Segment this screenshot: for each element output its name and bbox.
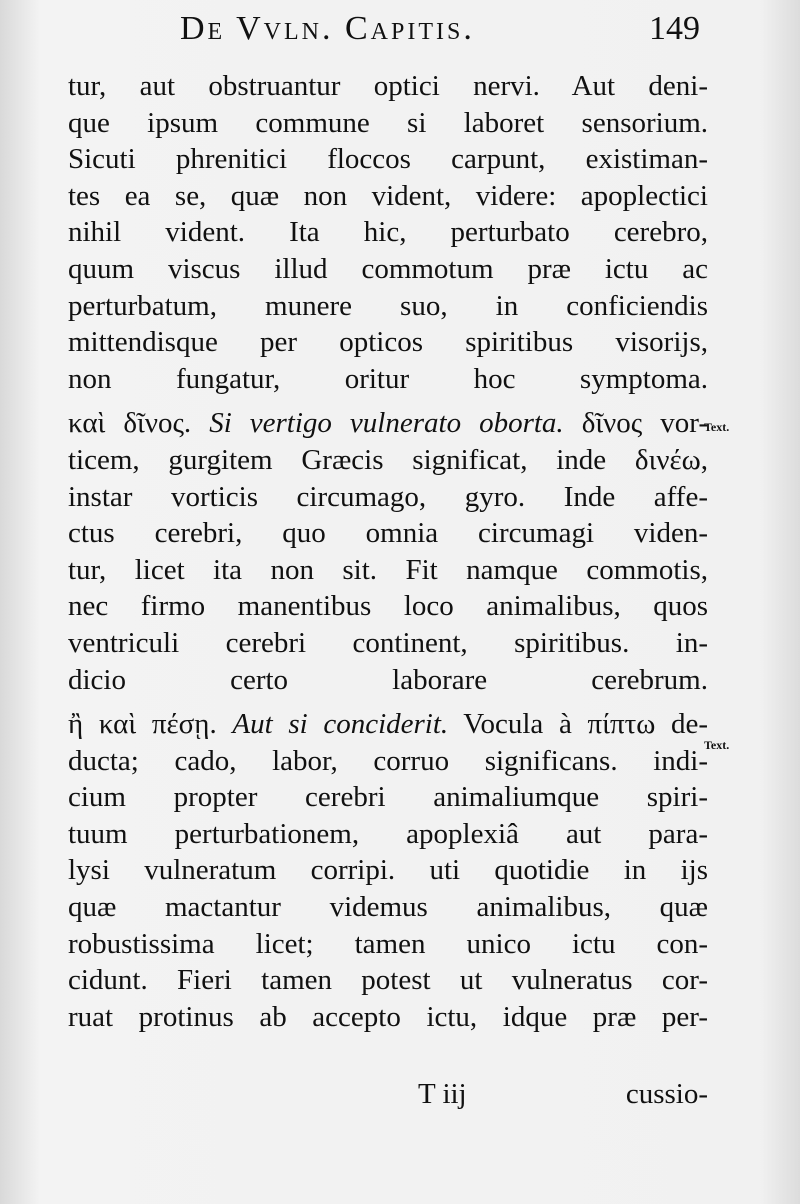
greek-lemma: ἢ καὶ πέσῃ. xyxy=(68,708,217,741)
page-number: 149 xyxy=(649,10,700,47)
text-line: dicio certo laborare cerebrum. xyxy=(68,663,708,696)
margin-note: Text. xyxy=(704,420,730,434)
body-text xyxy=(68,68,708,1035)
text-line: tuum perturbationem, apoplexiâ aut para- xyxy=(68,817,708,850)
text-line: instar vorticis circumago, gyro. Inde affe- xyxy=(68,480,708,513)
text-line: cidunt. Fieri tamen potest ut vulneratus cor- xyxy=(68,964,708,997)
text-line: lysi vulneratum corripi. uti quotidie in ijs xyxy=(68,854,708,887)
catchword: cussio- xyxy=(625,1078,708,1110)
commentary-start: δῖνος vor- xyxy=(581,407,708,440)
page-header xyxy=(180,10,700,54)
text-line: tur, aut obstruantur optici nervi. Aut deni- xyxy=(68,70,708,102)
text-line: ducta; cado, labor, corruo significans. indi- xyxy=(68,744,708,777)
lemma-line xyxy=(68,706,708,743)
page-footer xyxy=(68,1078,708,1118)
text-line: ruat protinus ab accepto ictu, idque præ per- xyxy=(68,1000,708,1033)
text-line: robustissima licet; tamen unico ictu con- xyxy=(68,927,708,960)
text-line: quæ mactantur videmus animalibus, quæ xyxy=(68,891,708,924)
text-line: quum viscus illud commotum præ ictu ac xyxy=(68,252,708,285)
text-line: ticem, gurgitem Græcis significat, inde δινέω, xyxy=(68,443,708,476)
text-line: cium propter cerebri animaliumque spiri- xyxy=(68,781,708,814)
commentary-start: Vocula à πίπτω de- xyxy=(463,708,708,741)
text-line: ctus cerebri, quo omnia circumagi viden- xyxy=(68,517,708,550)
greek-lemma: καὶ δῖνος. xyxy=(68,407,192,440)
text-line: nihil vident. Ita hic, perturbato cerebro, xyxy=(68,216,708,249)
signature-mark: T iij xyxy=(418,1078,467,1110)
text-line: non fungatur, oritur hoc symptoma. xyxy=(68,362,708,395)
text-line: Sicuti phrenitici floccos carpunt, existiman- xyxy=(68,143,708,176)
text-line: tes ea se, quæ non vident, videre: apoplectici xyxy=(68,179,708,212)
running-head: De Vvln. Capitis. xyxy=(180,10,475,47)
text-line: ventriculi cerebri continent, spiritibus. in- xyxy=(68,626,708,659)
text-line: tur, licet ita non sit. Fit namque commotis, xyxy=(68,553,708,586)
latin-lemma: Si vertigo vulnerato oborta. xyxy=(209,407,564,440)
text-line: nec firmo manentibus loco animalibus, quos xyxy=(68,590,708,623)
lemma-line xyxy=(68,405,708,442)
text-line: mittendisque per opticos spiritibus visorijs, xyxy=(68,326,708,359)
text-line: perturbatum, munere suo, in conficiendis xyxy=(68,289,708,322)
text-line: que ipsum commune si laboret sensorium. xyxy=(68,106,708,139)
margin-note: Text. xyxy=(704,738,730,752)
latin-lemma: Aut si conciderit. xyxy=(232,708,449,741)
